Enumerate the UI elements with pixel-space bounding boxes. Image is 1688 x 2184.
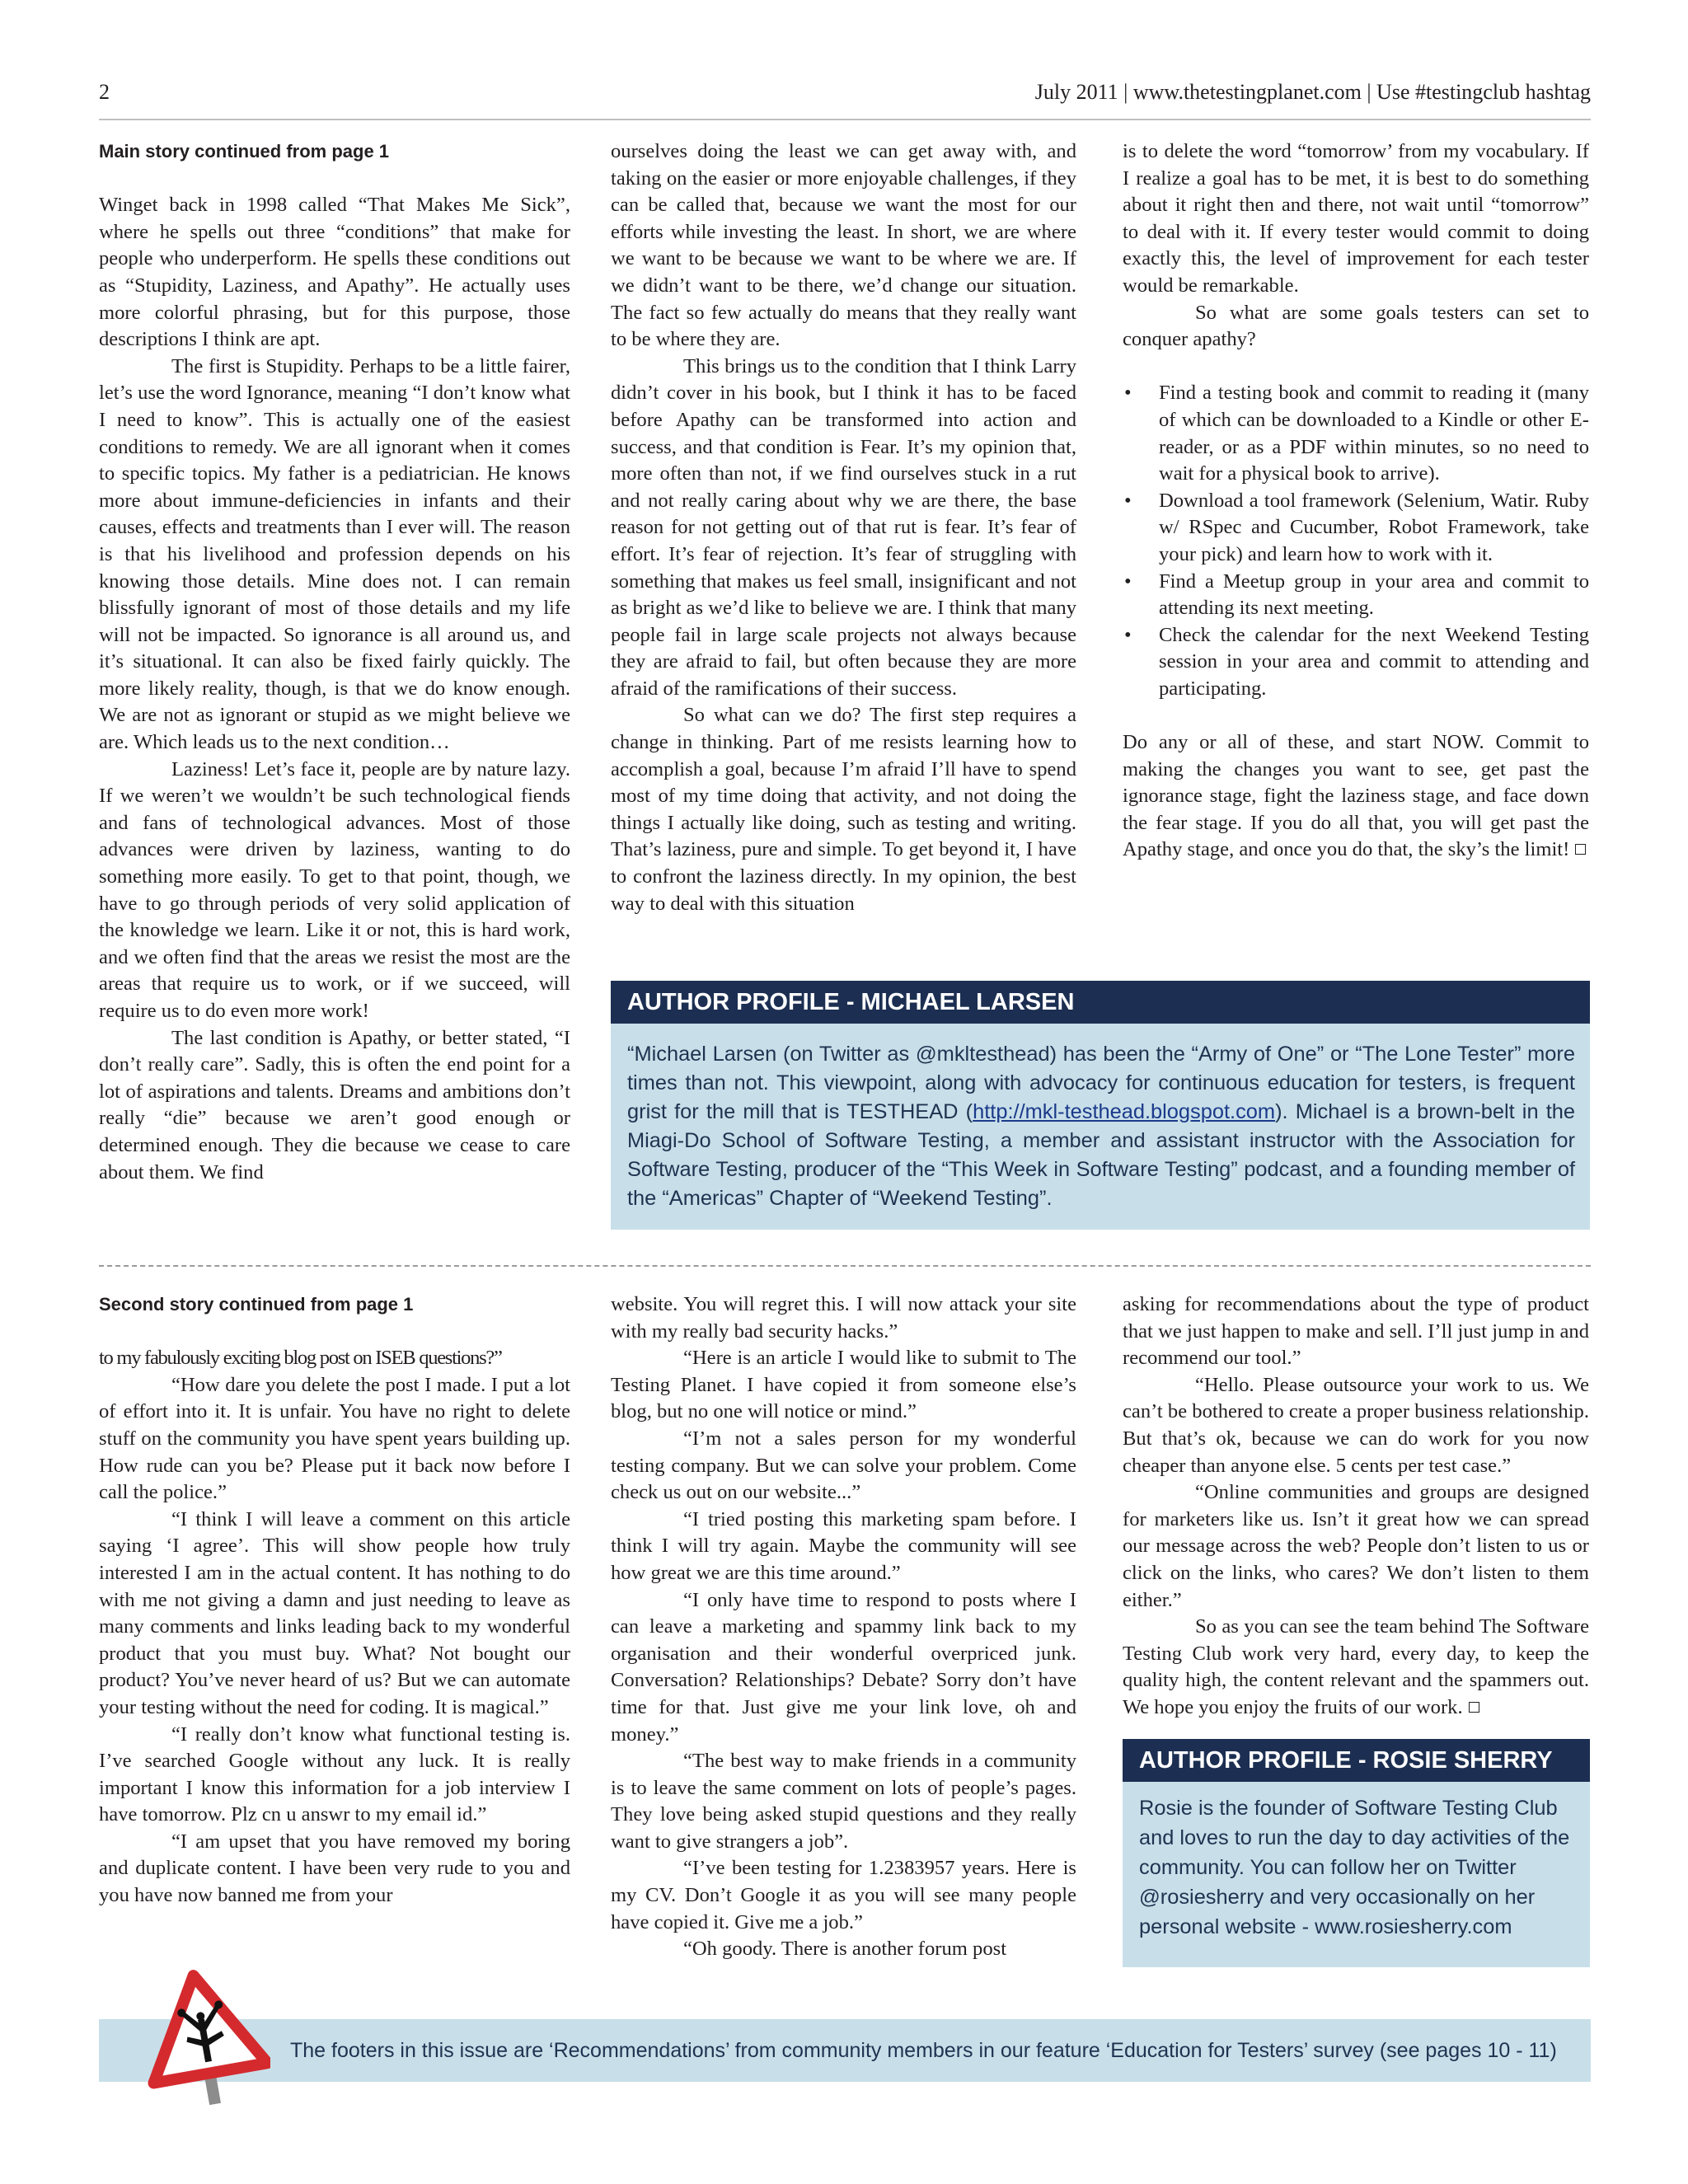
paragraph: “Oh goody. There is another forum post	[683, 1938, 1007, 1961]
main-story-column-1	[99, 138, 570, 1186]
paragraph: “Online communities and groups are designed for marketers like us. Isn’t it great how we can spread our message across the web? People don’t listen to us or click on the links, who cares? We don’t listen to them either.”	[1123, 1481, 1589, 1611]
end-mark-icon	[1469, 1702, 1479, 1713]
list-item: • Check the calendar for the next Weekend Testing session in your area and commit to attending and participating.	[1123, 622, 1589, 703]
paragraph: “I think I will leave a comment on this article saying ‘I agree’. This will show people how truly interested I am in the actual content. It has nothing to do with me not giving a damn and just needing to leave as many comments and links leading back to my wonderful product that you must buy. What? Not bought our product? You’ve never heard of us? But we can automate your testing without the need for coding. It is magical.”	[99, 1507, 570, 1718]
closing-text: Do any or all of these, and start NOW. Commit to making the changes you want to see, get past the ignorance stage, fight the laziness stage, and face down the fear stage. If you do all that, you will get past the Apathy stage, and once you do that, the sky’s the limit!	[1123, 731, 1589, 861]
paragraph: is to delete the word “tomorrow’ from my vocabulary. If I realize a goal has to be met, it is best to do something about it right then and there, not wait until “tomorrow” to deal with it. If every tester would commit to doing exactly this, the level of improvement for each tester would be remarkable.	[1123, 140, 1589, 297]
main-story-column-3	[1123, 138, 1589, 864]
paragraph: website. You will regret this. I will now attack your site with my really bad security hacks.”	[611, 1293, 1076, 1343]
paragraph: The first is Stupidity. Perhaps to be a little fairer, let’s use the word Ignorance, meaning “I don’t know what I need to know”. This is actually one of the easiest conditions to remedy. We are all ignorant when it comes to specific topics. My father is a pediatrician. He knows more about immune-deficiencies in infants and their causes, effects and treatments than I ever will. The reason is that his livelihood and profession depends on his knowing those details. Mine does not. I can remain blissfully ignorant of most of those details and my life will not be impacted. So ignorance is all around us, and it’s situational. It can also be fixed fairly quickly. The more likely reality, though, is that we do know enough. We are not as ignorant or stupid as we might believe we are. Which leads us to the next condition…	[99, 354, 570, 754]
author-profile-sherry	[1123, 1739, 1590, 1967]
author-profile-larsen	[611, 981, 1590, 1230]
paragraph	[1123, 1614, 1589, 1721]
paragraph: ourselves doing the least we can get away with, and taking on the easier or more enjoyable challenges, if they can be called that, because we want the most for our efforts while investing the least. In short, we are where we want to be because we want to be where we are. If we didn’t want to be there, we’d change our situation. The fact so few actually do means that they really want to be where they are.	[611, 140, 1076, 351]
paragraph: “The best way to make friends in a community is to leave the same comment on lots of people’s pages. They love being asked stupid questions and they really want to give strangers a job”.	[611, 1750, 1076, 1853]
second-story-kicker: Second story continued from page 1	[99, 1294, 414, 1315]
paragraph: “I’ve been testing for 1.2383957 years. Here is my CV. Don’t Google it as you will see many people have copied it. Give me a job.”	[611, 1857, 1076, 1933]
paragraph	[1123, 729, 1589, 864]
paragraph: “Hello. Please outsource your work to us. We can’t be bothered to create a proper business relationship. But that’s ok, because we can do work for you now cheaper than anyone else. 5 cents per test case.”	[1123, 1373, 1589, 1477]
second-story-column-1	[99, 1291, 570, 1910]
profile-text: “Michael Larsen (on Twitter as @mkltesthead) has been the “Army of One” or “The Lone Tester” more times than not. This viewpoint, along with advocacy for continuous education for testers, is frequent grist for the mill that is TESTHEAD (	[627, 1043, 1575, 1123]
main-story-kicker: Main story continued from page 1	[99, 141, 390, 162]
second-story-column-2	[611, 1291, 1076, 1963]
paragraph: “I am upset that you have removed my boring and duplicate content. I have been very rude to you and you have now banned me from your	[99, 1830, 570, 1907]
blog-link[interactable]: http://mkl-testhead.blogspot.com	[973, 1100, 1276, 1123]
paragraph: “I really don’t know what functional testing is. I’ve searched Google without any luck. It is really important I know this information for a job interview I have tomorrow. Plz cn u answr to my email id.”	[99, 1722, 570, 1826]
profile-body	[611, 1024, 1590, 1230]
end-mark-icon	[1575, 844, 1586, 855]
main-story-column-2	[611, 138, 1076, 917]
footer-banner	[99, 2019, 1591, 2082]
list-item: • Find a Meetup group in your area and commit to attending its next meeting.	[1123, 569, 1589, 622]
paragraph: So what can we do? The first step requires a change in thinking. Part of me resists learning how to accomplish a goal, because I’m afraid I’ll have to spend most of my time doing that activity, and not doing the things I actually like doing, such as testing and writing. That’s laziness, pure and simple. To get beyond it, I have to confront the laziness directly. In my opinion, the best way to deal with this situation	[611, 704, 1076, 915]
closing-text: So as you can see the team behind The Software Testing Club work very hard, every day, to keep the quality high, the content relevant and the spammers out. We hope you enjoy the fruits of our work.	[1123, 1615, 1589, 1718]
footer-text: The footers in this issue are ‘Recommendations’ from community members in our feature ‘Education for Testers’ survey (see pages 10 - 11)	[290, 2039, 1557, 2062]
profile-body: Rosie is the founder of Software Testing Club and loves to run the day to day activities of the community. You can follow her on Twitter @rosiesherry and very occasionally on her personal website - www.rosiesherry.com	[1123, 1782, 1590, 1967]
list-item: • Download a tool framework (Selenium, Watir. Ruby w/ RSpec and Cucumber, Robot Framework, take your pick) and learn how to work with it.	[1123, 488, 1589, 569]
paragraph: Winget back in 1998 called “That Makes Me Sick”, where he spells out three “conditions” that make for people who underperform. He spells these conditions out as “Stupidity, Laziness, and Apathy”. He actually uses more colorful phrasing, but for this purpose, those descriptions I think are apt.	[99, 194, 570, 351]
list-item: • Find a testing book and commit to reading it (many of which can be downloaded to a Kindle or other E-reader, or as a PDF within minutes, so no need to wait for a physical book to arrive).	[1123, 380, 1589, 487]
paragraph: “I tried posting this marketing spam before. I think I will try again. Maybe the community will see how great we are this time around.”	[611, 1507, 1076, 1584]
header-rule	[99, 119, 1591, 120]
paragraph: Laziness! Let’s face it, people are by nature lazy. If we weren’t we wouldn’t be such technological fiends and fans of technological advances. Most of those advances were driven by laziness, wanting to do something more easily. To get to that point, though, we have to go through periods of very solid application of the knowledge we learn. Like it or not, this is hard work, and we often find that the areas we resist the most are the areas that require us to work, or if we succeed, will require us to do even more work!	[99, 757, 570, 1022]
paragraph: The last condition is Apathy, or better stated, “I don’t really care”. Sadly, this is often the end point for a lot of aspirations and talents. Dreams and ambitions don’t really “die” because we aren’t good enough or determined enough. They die because we cease to care about them. We find	[99, 1026, 570, 1183]
goal-list	[1123, 380, 1589, 702]
paragraph: “How dare you delete the post I made. I put a lot of effort into it. It is unfair. You have no right to delete stuff on the community you have spent years building up. How rude can you be? Please put it back now before I call the police.”	[99, 1373, 570, 1504]
paragraph: “I’m not a sales person for my wonderful testing company. But we can solve your problem. Come check us out on our website...”	[611, 1427, 1076, 1504]
profile-title: AUTHOR PROFILE - MICHAEL LARSEN	[611, 981, 1590, 1024]
warning-sign-icon	[138, 1968, 270, 2108]
paragraph: “Here is an article I would like to submit to The Testing Planet. I have copied it from someone else’s blog, but no one will notice or mind.”	[611, 1347, 1076, 1423]
profile-title: AUTHOR PROFILE - ROSIE SHERRY	[1123, 1739, 1590, 1782]
profile-text: ). Michael is a brown-belt in the Miagi-Do School of Software Testing, a member and assistant instructor with the Association for Software Testing, producer of the “This Week in Software Testing” podcast, and a founding member of the “Americas” Chapter of “Weekend Testing”.	[627, 1100, 1576, 1210]
paragraph: This brings us to the condition that I think Larry didn’t cover in his book, but I think it has to be faced before Apathy can be transformed into action and success, and that condition is Fear. It’s my opinion that, more often than not, if we find ourselves stuck in a rut and not really caring about why we are there, the base reason for not getting out of that rut is fear. It’s fear of effort. It’s fear of rejection. It’s fear of struggling with something that makes us feel small, insignificant and not as bright as we’d like to believe we are. I think that many people fail in large scale projects not always because they are afraid to fail, but often because they are more afraid of the ramifications of their success.	[611, 354, 1076, 700]
issue-info: July 2011 | www.thetestingplanet.com | Use #testingclub hashtag	[1034, 80, 1591, 104]
paragraph: “I only have time to respond to posts where I can leave a marketing and spammy link back to my organisation and their wonderful overpriced junk. Conversation? Relationships? Debate? Sorry don’t have time for that. Just give me your link love, oh and money.”	[611, 1588, 1076, 1746]
paragraph: asking for recommendations about the type of product that we just happen to make and sell. I’ll just jump in and recommend our tool.”	[1123, 1293, 1589, 1370]
story-divider	[99, 1265, 1591, 1267]
page-number: 2	[99, 80, 110, 104]
paragraph: to my fabulously exciting blog post on ISEB questions?”	[99, 1347, 502, 1370]
second-story-column-3	[1123, 1291, 1589, 1722]
paragraph: So what are some goals testers can set to conquer apathy?	[1123, 301, 1589, 351]
